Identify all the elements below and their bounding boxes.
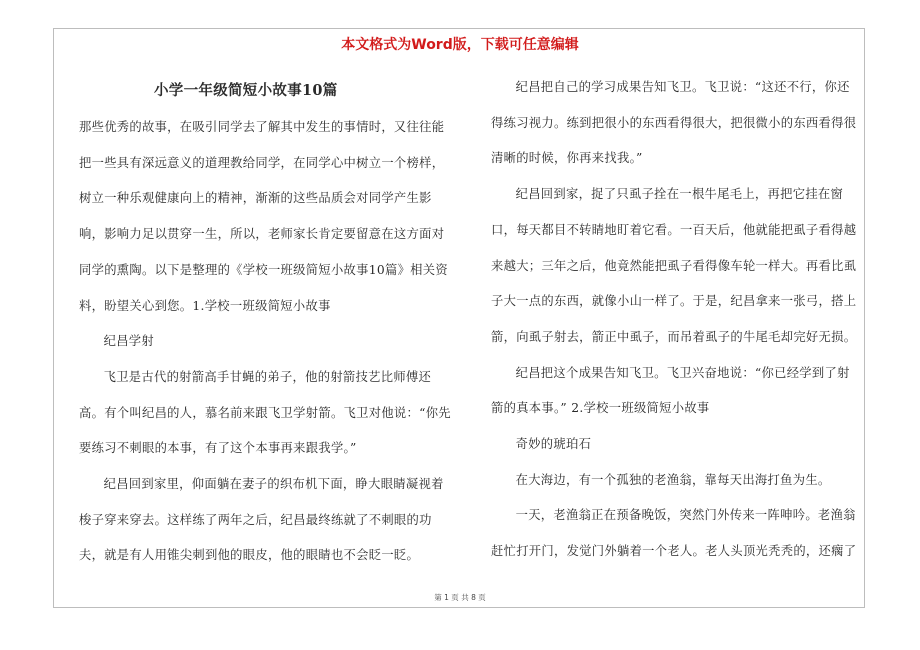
- document-title: 小学一年级简短小故事10篇: [154, 82, 338, 99]
- story-title-amber: 奇妙的琥珀石: [515, 437, 592, 452]
- story-paragraph: 一天，老渔翁正在预备晚饭，突然门外传来一阵呻吟。老渔翁赶忙打开门，发觉门外躺着一个老人。老人头顶光秃秃的，还瘸了: [491, 508, 857, 559]
- right-column: [491, 70, 862, 570]
- story-paragraph: 纪昌回到家，捉了只虱子拴在一根牛尾毛上，再把它挂在窗口，每天都目不转睛地盯着它看。一百天后，他就能把虱子看得越来越大；三年之后，他竟然能把虱子看得像车轮一样大。再看比虱子大一点的东西，就像小山一样了。于是，纪昌拿来一张弓，搭上箭，向虱子射去，箭正中虱子，而吊着虱子的牛尾毛却完好无损。: [491, 187, 857, 344]
- intro-paragraph: 那些优秀的故事，在吸引同学去了解其中发生的事情时，又往往能把一些具有深远意义的道理教给同学，在同学心中树立一个榜样，树立一种乐观健康向上的精神，渐渐的这些品质会对同学产生影响，影响力足以贯穿一生，所以，老师家长肯定要留意在这方面对同学的熏陶。以下是整理的《学校一班级简短小故事10篇》相关资料，盼望关心到您。1.学校一班级简短小故事: [79, 120, 448, 313]
- story-paragraph: 纪昌把这个成果告知飞卫。飞卫兴奋地说：“你已经学到了射箭的真本事。” 2.学校一班级简短小故事: [491, 365, 850, 416]
- left-column: [79, 70, 451, 574]
- page-number-footer: 第 1 页 共 8 页: [434, 593, 486, 602]
- story-title-jichang: 纪昌学射: [103, 334, 154, 349]
- story-paragraph: 飞卫是古代的射箭高手甘蝇的弟子，他的射箭技艺比师傅还高。有个叫纪昌的人，慕名前来跟飞卫学射箭。飞卫对他说：“你先要练习不刺眼的本事，有了这个本事再来跟我学。”: [79, 369, 451, 456]
- story-paragraph: 纪昌把自己的学习成果告知飞卫。飞卫说：“这还不行，你还得练习视力。练到把很小的东西看得很大，把很微小的东西看得很清晰的时候，你再来找我。”: [491, 80, 857, 166]
- story-paragraph: 纪昌回到家里，仰面躺在妻子的织布机下面，睁大眼睛凝视着梭子穿来穿去。这样练了两年之后，纪昌最终练就了不刺眼的功夫，就是有人用锥尖刺到他的眼皮，他的眼睛也不会眨一眨。: [79, 477, 444, 563]
- word-format-banner: 本文格式为Word版，下载可任意编辑: [341, 37, 579, 53]
- story-paragraph: 在大海边，有一个孤独的老渔翁，靠每天出海打鱼为生。: [515, 472, 831, 487]
